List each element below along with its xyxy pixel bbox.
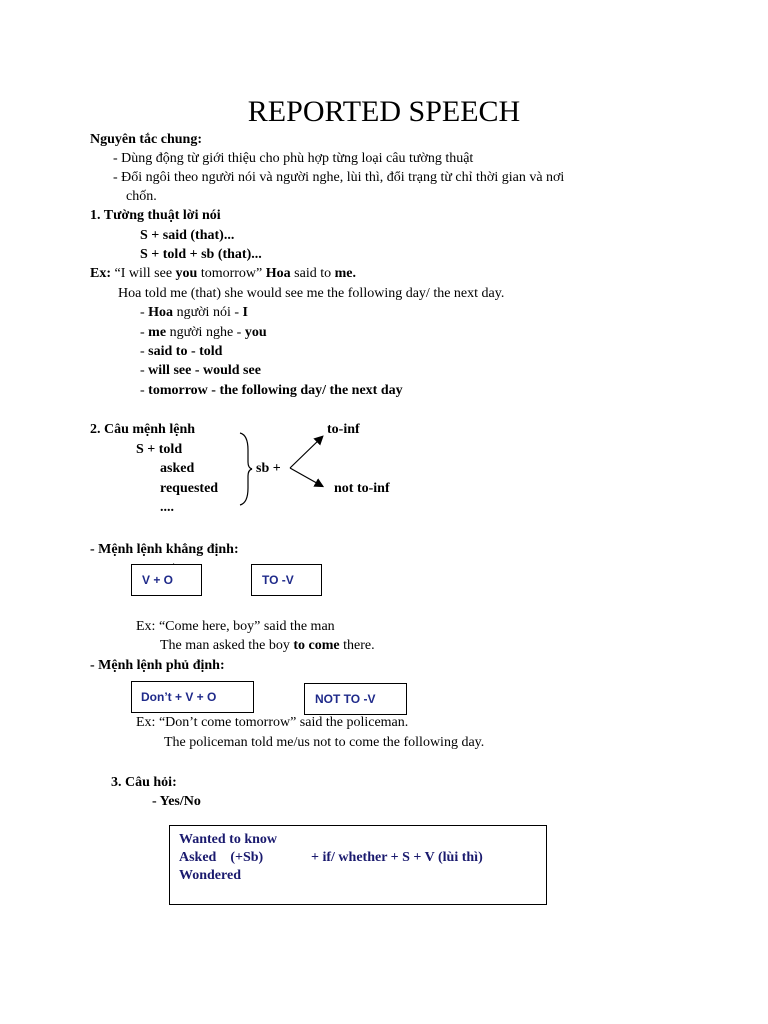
example-result: Hoa told me (that) she would see me the following day/ the next day. xyxy=(118,286,505,301)
section1-heading: 1. Tường thuật lời nói xyxy=(90,208,221,223)
formula: + if/ whether + S + V (lùi thì) xyxy=(311,850,483,865)
ex-label: Ex: xyxy=(90,266,111,281)
section3-sub: - Yes/No xyxy=(152,794,201,809)
formula-box xyxy=(131,564,202,596)
example-result: The policeman told me/us not to come the following day. xyxy=(164,735,485,750)
formula-box xyxy=(131,681,254,713)
formula: S + said (that)... xyxy=(140,228,235,243)
ex-you: you xyxy=(175,266,198,281)
box-label: V + O xyxy=(142,573,174,587)
box-label: NOT TO -V xyxy=(315,692,376,706)
verb: Wanted to know xyxy=(179,832,278,847)
note-line: - said to - told xyxy=(140,344,223,359)
principle-item: - Dùng động từ giới thiệu cho phù hợp từng loại câu tường thuật xyxy=(113,151,474,166)
example-result: The man asked the boy to come there. xyxy=(160,638,375,653)
ex-hoa: Hoa xyxy=(265,266,291,281)
formula-box xyxy=(251,564,322,596)
box-label: Don’t + V + O xyxy=(141,690,217,704)
page-title: REPORTED SPEECH xyxy=(247,95,521,128)
verb: .... xyxy=(160,500,174,515)
negative-heading: - Mệnh lệnh phủ định: xyxy=(90,658,225,673)
note-line: - me người nghe - you xyxy=(140,325,267,340)
sb-plus: sb + xyxy=(256,461,281,476)
ex-text: said to xyxy=(290,266,335,281)
to-inf-label: to-inf xyxy=(327,422,360,437)
box-label: TO -V xyxy=(262,573,294,587)
verb: Asked (+Sb) xyxy=(179,850,264,865)
brace-icon xyxy=(240,433,252,505)
principles-heading: Nguyên tắc chung: xyxy=(90,132,203,147)
ex-me: me. xyxy=(334,266,356,281)
verb: asked xyxy=(160,461,195,476)
verb: Wondered xyxy=(179,868,241,883)
principle-item: - Đổi ngôi theo người nói và người nghe, lùi thì, đổi trạng từ chỉ thời gian và nơi xyxy=(113,170,565,185)
note-line: - Hoa người nói - I xyxy=(140,305,248,320)
note-line: - tomorrow - the following day/ the next day xyxy=(140,383,403,398)
arrow-down-icon xyxy=(290,468,322,486)
formula: S + told + sb (that)... xyxy=(140,247,262,262)
verb: S + told xyxy=(136,442,183,457)
not-to-inf-label: not to-inf xyxy=(334,481,390,496)
section3-heading: 3. Câu hỏi: xyxy=(111,775,177,790)
ex-text: tomorrow” xyxy=(197,266,266,281)
example-sentence: Ex: “Come here, boy” said the man xyxy=(136,619,335,634)
principle-item: chốn. xyxy=(126,189,157,204)
verb: requested xyxy=(160,481,219,496)
affirmative-heading: - Mệnh lệnh khẳng định: xyxy=(90,542,239,557)
note-line: - will see - would see xyxy=(140,363,261,378)
arrow-up-icon xyxy=(290,437,322,468)
example-sentence: Ex: “Don’t come tomorrow” said the policeman. xyxy=(136,715,409,730)
section2-heading: 2. Câu mệnh lệnh xyxy=(90,422,196,437)
ex-text: “I will see xyxy=(111,266,176,281)
formula-box xyxy=(304,683,407,715)
